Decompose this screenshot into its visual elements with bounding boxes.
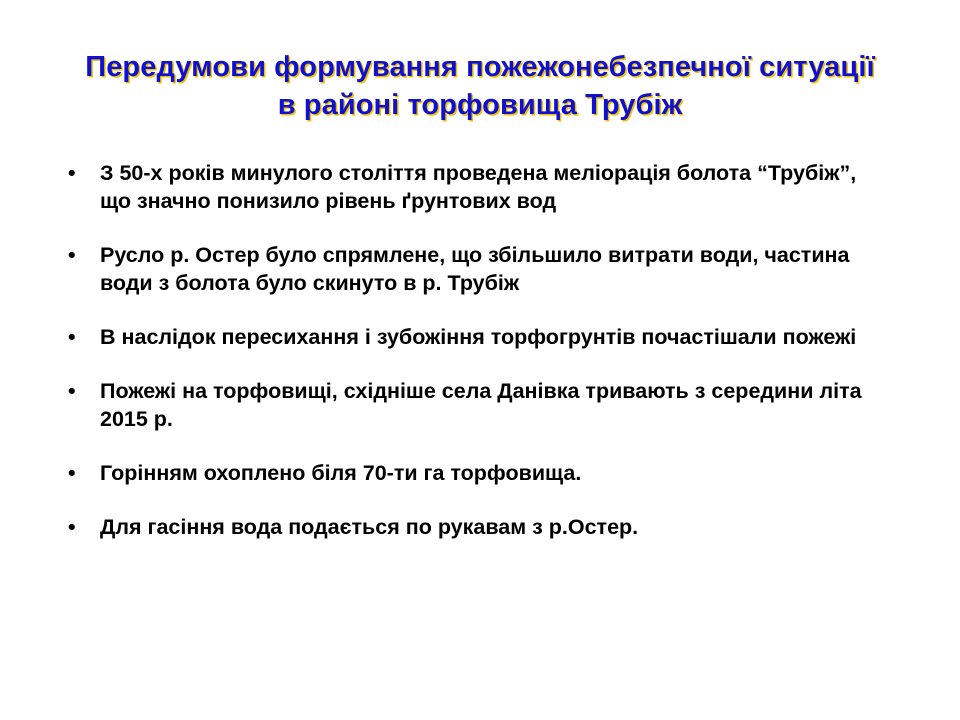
list-item-text: З 50-х років минулого століття проведена меліорація болота “Трубіж”, що значно понизило рівень ґрунтових вод — [100, 161, 857, 213]
list-item-text: Пожежі на торфовищі, східніше села Данівка тривають з середини літа 2015 р. — [100, 378, 862, 431]
bullet-icon: • — [68, 460, 76, 485]
page-title — [40, 48, 920, 125]
list-item-text: Для гасіння вода подається по рукавам з р.Остер. — [100, 514, 639, 539]
list-item-text: Горінням охоплено біля 70-ти га торфовища. — [100, 460, 582, 485]
list-item — [62, 460, 892, 488]
bullet-list — [62, 160, 892, 541]
list-item — [62, 514, 892, 542]
bullet-icon: • — [68, 324, 76, 349]
list-item — [62, 242, 892, 298]
list-item-text: В наслідок пересихання і зубожіння торфогрунтів почастішали пожежі — [100, 324, 857, 349]
list-item-text: Русло р. Остер було спрямлене, що збільшило витрати води, частина води з болота було скинуто в р. Трубіж — [100, 242, 850, 295]
bullet-icon: • — [68, 514, 76, 539]
list-item — [62, 160, 892, 216]
bullet-icon: • — [68, 242, 76, 267]
bullet-icon: • — [68, 378, 76, 403]
page-title-line-2: в районі торфовища Трубіж — [277, 89, 683, 122]
list-item — [62, 324, 892, 352]
list-item — [62, 378, 892, 434]
page-title-line-1: Передумови формування пожежонебезпечної ситуації — [85, 51, 875, 83]
bullet-icon: • — [68, 161, 76, 185]
